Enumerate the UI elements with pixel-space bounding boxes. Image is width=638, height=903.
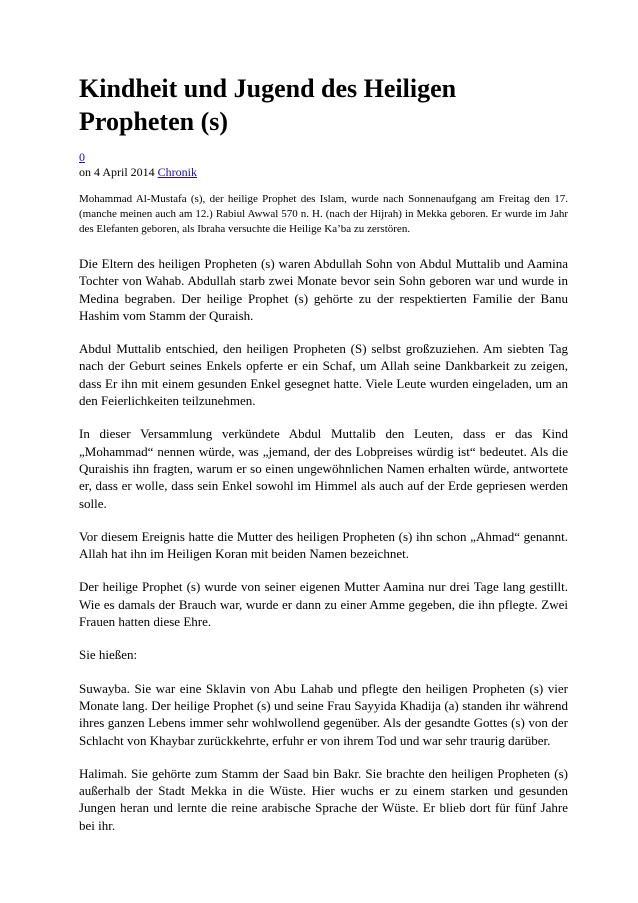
body-paragraph: Der heilige Prophet (s) wurde von seiner eigenen Mutter Aamina nur drei Tage lang gestillt. Wie es damals der Brauch war, wurde er dann zu einer Amme gegeben, die ihn pflegte. Zwei Frauen hatten diese Ehre.	[79, 579, 568, 630]
post-date: on 4 April 2014	[79, 165, 158, 179]
intro-paragraph: Mohammad Al-Mustafa (s), der heilige Prophet des Islam, wurde nach Sonnenaufgang am Freitag den 17. (manche meinen auch am 12.) Rabiul Awwal 570 n. H. (nach der Hijrah) in Mekka geboren. Er wurde im Jahr des Elefanten geboren, als Ibraha versuchte die Heilige Ka’ba zu zerstören.	[79, 193, 568, 235]
body-paragraph: Suwayba. Sie war eine Sklavin von Abu Lahab und pflegte den heiligen Propheten (s) vier Monate lang. Der heilige Prophet (s) und seine Frau Sayyida Khadija (a) standen ihr während ihres ganzen Lebens immer sehr wohlwollend gegenüber. Als der gesandte Gottes (s) von der Schlacht von Khaybar zurückkehrte, erfuhr er von ihrem Tod und war sehr traurig darüber.	[79, 680, 568, 748]
body-paragraph: Abdul Muttalib entschied, den heiligen Propheten (S) selbst großzuziehen. Am siebten Tag nach der Geburt seines Enkels opferte er ein Schaf, um Allah seine Dankbarkeit zu zeigen, dass Er ihn mit einem gesunden Enkel gesegnet hatte. Viele Leute wurden eingeladen, um an den Feierlichkeiten teilzunehmen.	[79, 341, 568, 409]
body-paragraph: Halimah. Sie gehörte zum Stamm der Saad bin Bakr. Sie brachte den heiligen Propheten (s) außerhalb der Stadt Mekka in die Wüste. Hier wuchs er zu einem starken und gesunden Jungen heran und lernte die reine arabische Sprache der Wüste. Er blieb dort für fünf Jahre bei ihr.	[79, 765, 568, 833]
body-paragraph: Vor diesem Ereignis hatte die Mutter des heiligen Propheten (s) ihn schon „Ahmad“ genannt. Allah hat ihn im Heiligen Koran mit beiden Namen bezeichnet.	[79, 528, 568, 562]
comments-count-link[interactable]: 0	[79, 150, 85, 164]
post-meta	[79, 165, 568, 180]
page-title: Kindheit und Jugend des Heiligen Propheten (s)	[79, 74, 457, 136]
body-paragraph: Die Eltern des heiligen Propheten (s) waren Abdullah Sohn von Abdul Muttalib und Aamina Tochter von Wahab. Abdullah starb zwei Monate bevor sein Sohn geboren war und wurde in Medina begraben. Der heilige Prophet (s) gehörte zu der respektierten Familie der Banu Hashim vom Stamm der Quraish.	[79, 256, 568, 323]
body-paragraph: In dieser Versammlung verkündete Abdul Muttalib den Leuten, dass er das Kind „Mohammad“ nennen würde, was „jemand, der des Lobpreises würdig ist“ bedeutet. Als die Quraishis ihn fragten, warum er so einen ungewöhnlichen Namen erhalten würde, antwortete er, dass er wolle, dass sein Enkel sowohl im Himmel als auch auf der Erde gepriesen werden solle.	[79, 426, 568, 511]
category-link[interactable]: Chronik	[157, 165, 198, 179]
body-paragraph: Sie hießen:	[79, 647, 138, 663]
